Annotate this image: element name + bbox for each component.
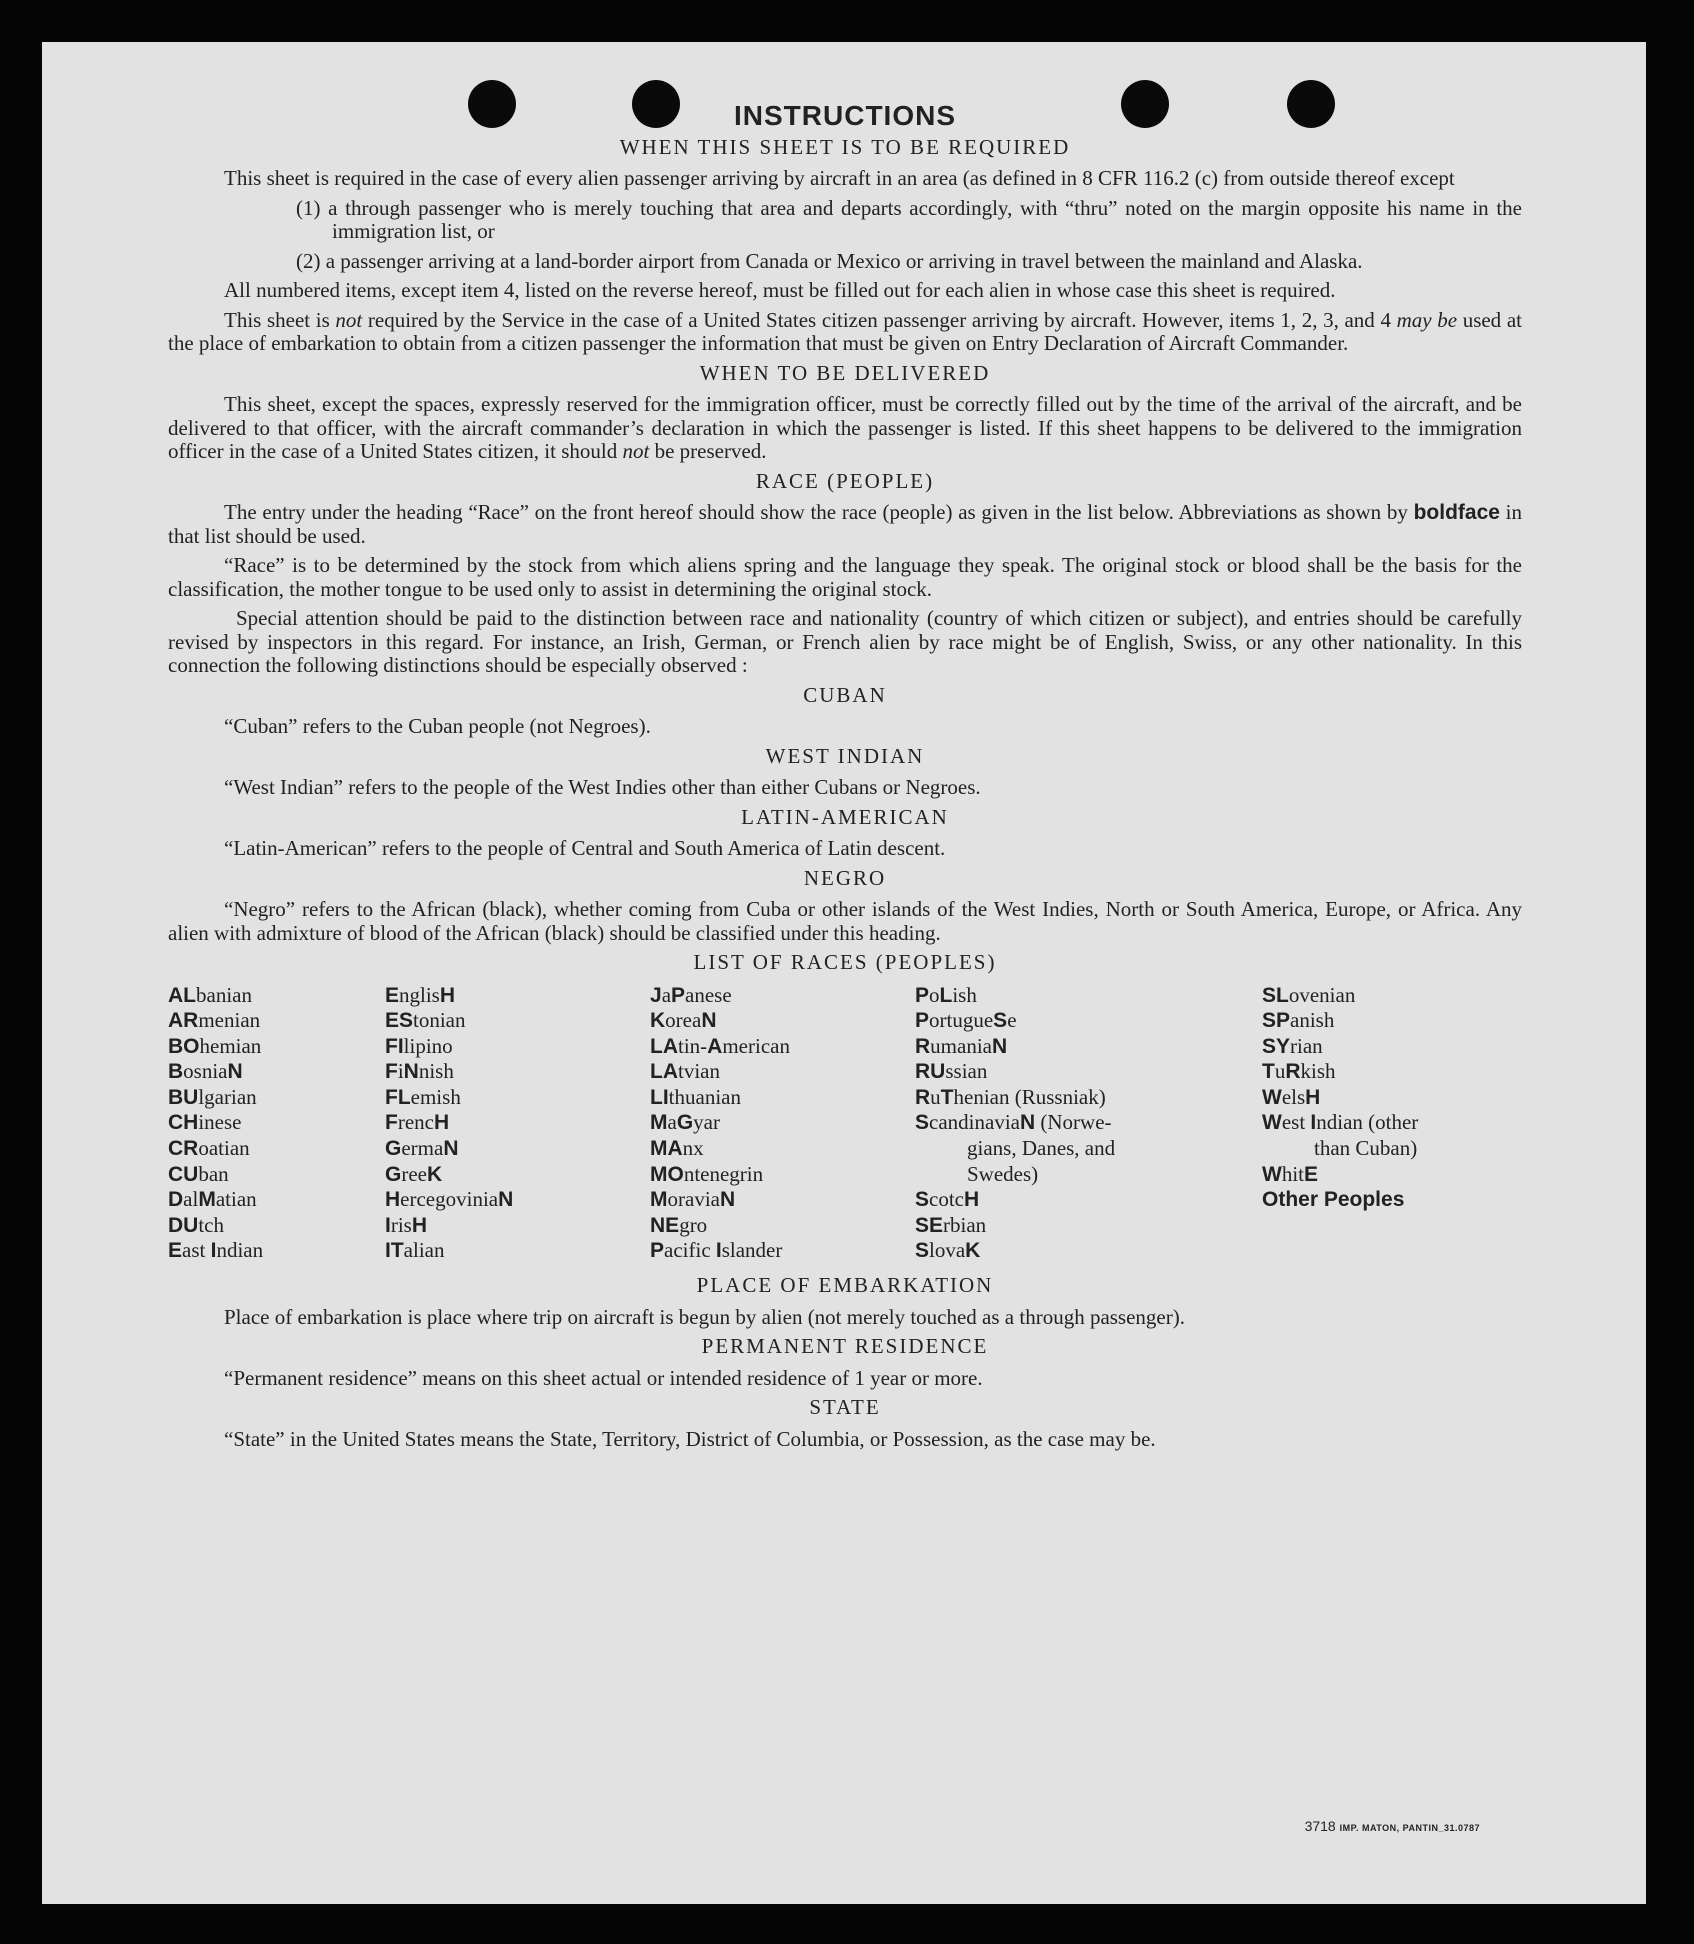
section-heading: WEST INDIAN bbox=[765, 743, 925, 768]
race-entry: LAtvian bbox=[650, 1059, 720, 1084]
list-item: (1) a through passenger who is merely touching that area and departs accordingly, with “thru” noted on the margin opposite his name in the immigration list, or bbox=[296, 195, 1522, 243]
paragraph: “Permanent residence” means on this sheet actual or intended residence of 1 year or more. bbox=[224, 1365, 983, 1390]
section-heading: PERMANENT RESIDENCE bbox=[701, 1334, 989, 1359]
race-entry: MaGyar bbox=[650, 1110, 720, 1135]
paragraph: This sheet is not required by the Service in the case of a United States citizen passenger arriving by aircraft. However, items 1, 2, 3, and 4 may be used at the place of embarkation to obtain from a citizen passenger the information that must be given on Entry Declaration of Aircraft Commander. bbox=[168, 307, 1522, 355]
paragraph: Place of embarkation is place where trip on aircraft is begun by alien (not merely touched as a through passenger). bbox=[224, 1304, 1185, 1329]
race-entry: ARmenian bbox=[168, 1008, 261, 1033]
section-heading: WHEN THIS SHEET IS TO BE REQUIRED bbox=[619, 134, 1071, 159]
punch-hole bbox=[1121, 80, 1169, 128]
race-entry: SlovaK bbox=[915, 1238, 981, 1263]
paragraph: Special attention should be paid to the distinction between race and nationality (country of which citizen or subject), and entries should be carefully revised by inspectors in this regard. For instance, an Irish, German, or French alien by race might be of English, Swiss, or any other nationality. In this connection the following distinctions should be especially observed : bbox=[168, 606, 1522, 677]
race-entry: MOntenegrin bbox=[650, 1161, 764, 1186]
race-column bbox=[1262, 983, 1522, 1265]
race-entry: Other Peoples bbox=[1262, 1188, 1405, 1212]
race-entry: RuThenian (Russniak) bbox=[915, 1084, 1106, 1109]
race-entry: EnglisH bbox=[385, 982, 456, 1007]
race-entry: West Indian (other bbox=[1262, 1110, 1419, 1135]
race-entry: JaPanese bbox=[650, 982, 732, 1007]
punch-hole bbox=[1287, 80, 1335, 128]
race-entry: IrisH bbox=[385, 1212, 428, 1237]
race-entry: Swedes) bbox=[967, 1161, 1039, 1186]
paragraph: “State” in the United States means the State, Territory, District of Columbia, or Possession, as the case may be. bbox=[224, 1426, 1156, 1451]
race-entry: gians, Danes, and bbox=[967, 1136, 1116, 1161]
race-entry: GreeK bbox=[385, 1161, 443, 1186]
section-heading: WHEN TO BE DELIVERED bbox=[699, 360, 991, 385]
race-column bbox=[915, 983, 1262, 1265]
race-list bbox=[168, 983, 1522, 1265]
paragraph: This sheet is required in the case of every alien passenger arriving by aircraft in an area (as defined in 8 CFR 116.2 (c) from outside thereof except bbox=[224, 166, 1455, 190]
race-entry: LAtin-American bbox=[650, 1033, 790, 1058]
page-title: INSTRUCTIONS bbox=[734, 100, 956, 131]
race-entry: FiNnish bbox=[385, 1059, 454, 1084]
race-entry: DUtch bbox=[168, 1212, 224, 1237]
race-entry: SLovenian bbox=[1262, 982, 1356, 1007]
instruction-sheet bbox=[42, 42, 1646, 1904]
race-entry: ScotcH bbox=[915, 1187, 980, 1212]
race-entry: Pacific Islander bbox=[650, 1238, 783, 1263]
race-entry: BosniaN bbox=[168, 1059, 243, 1084]
form-number: 3718 bbox=[1304, 1817, 1336, 1834]
race-entry: FLemish bbox=[385, 1084, 461, 1109]
race-column bbox=[650, 983, 915, 1265]
race-entry: CRoatian bbox=[168, 1136, 250, 1161]
race-entry: WhitE bbox=[1262, 1161, 1319, 1186]
printer-mark: IMP. MATON, PANTIN_31.0787 bbox=[1339, 1822, 1480, 1833]
form-footer bbox=[1305, 1815, 1480, 1841]
race-entry: than Cuban) bbox=[1314, 1136, 1418, 1161]
race-entry: BOhemian bbox=[168, 1033, 262, 1058]
race-entry: MAnx bbox=[650, 1136, 704, 1161]
race-entry: BUlgarian bbox=[168, 1084, 257, 1109]
race-entry: CUban bbox=[168, 1161, 229, 1186]
paragraph: The entry under the heading “Race” on the front hereof should show the race (people) as given in the list below. Abbreviations as shown by boldface in that list should be used. bbox=[168, 500, 1522, 548]
race-column bbox=[385, 983, 650, 1265]
race-column bbox=[168, 983, 385, 1265]
race-entry: GermaN bbox=[385, 1136, 459, 1161]
race-entry: NEgro bbox=[650, 1212, 708, 1237]
section-heading: LIST OF RACES (PEOPLES) bbox=[693, 950, 997, 974]
punch-hole bbox=[468, 80, 516, 128]
race-entry: FrencH bbox=[385, 1110, 450, 1135]
race-entry: SPanish bbox=[1262, 1008, 1335, 1033]
race-entry: East Indian bbox=[168, 1238, 264, 1263]
race-entry: PortugueSe bbox=[915, 1008, 1017, 1033]
section-heading: NEGRO bbox=[803, 865, 887, 890]
section-heading: CUBAN bbox=[803, 682, 887, 707]
race-entry: KoreaN bbox=[650, 1008, 717, 1033]
paragraph: “Latin-American” refers to the people of Central and South America of Latin descent. bbox=[224, 836, 946, 860]
punch-hole bbox=[632, 80, 680, 128]
section-heading: RACE (PEOPLE) bbox=[755, 468, 935, 493]
paragraph: “Negro” refers to the African (black), whether coming from Cuba or other islands of the West Indies, North or South America, Europe, or Africa. Any alien with admixture of blood of the African (black) should be classified under this heading. bbox=[168, 897, 1522, 945]
race-entry: ALbanian bbox=[168, 982, 252, 1007]
paragraph: “Race” is to be determined by the stock from which aliens spring and the language they speak. The original stock or blood shall be the basis for the classification, the mother tongue to be used only to assist in determining the original stock. bbox=[168, 553, 1522, 601]
section-heading: STATE bbox=[809, 1395, 881, 1420]
paragraph: This sheet, except the spaces, expressly reserved for the immigration officer, must be correctly filled out by the time of the arrival of the aircraft, and be delivered to that officer, with the aircraft commander’s declaration in which the passenger is listed. If this sheet happens to be delivered to the immigration officer in the case of a United States citizen, it should not be preserved. bbox=[168, 392, 1522, 463]
race-entry: TuRkish bbox=[1262, 1059, 1336, 1084]
section-heading: LATIN-AMERICAN bbox=[741, 804, 949, 829]
race-entry: SErbian bbox=[915, 1212, 987, 1237]
paragraph: “Cuban” refers to the Cuban people (not Negroes). bbox=[224, 714, 651, 738]
race-entry: SYrian bbox=[1262, 1033, 1323, 1058]
race-entry: ITalian bbox=[385, 1238, 445, 1263]
race-entry: PoLish bbox=[915, 982, 977, 1007]
race-entry: ScandinaviaN (Norwe- bbox=[915, 1110, 1112, 1135]
race-entry: FIlipino bbox=[385, 1033, 453, 1058]
race-entry: RUssian bbox=[915, 1059, 988, 1084]
section-heading: PLACE OF EMBARKATION bbox=[696, 1273, 994, 1298]
race-entry: DalMatian bbox=[168, 1187, 257, 1212]
race-entry: MoraviaN bbox=[650, 1187, 736, 1212]
list-item: (2) a passenger arriving at a land-border airport from Canada or Mexico or arriving in travel between the mainland and Alaska. bbox=[296, 248, 1363, 273]
race-entry: RumaniaN bbox=[915, 1033, 1008, 1058]
paragraph: “West Indian” refers to the people of the West Indies other than either Cubans or Negroes. bbox=[224, 775, 981, 799]
paragraph: All numbered items, except item 4, listed on the reverse hereof, must be filled out for each alien in whose case this sheet is required. bbox=[224, 278, 1336, 302]
race-entry: CHinese bbox=[168, 1110, 242, 1135]
race-entry: HercegoviniaN bbox=[385, 1187, 514, 1212]
race-entry: LIthuanian bbox=[650, 1084, 741, 1109]
race-entry: WelsH bbox=[1262, 1084, 1321, 1109]
race-entry: EStonian bbox=[385, 1008, 466, 1033]
